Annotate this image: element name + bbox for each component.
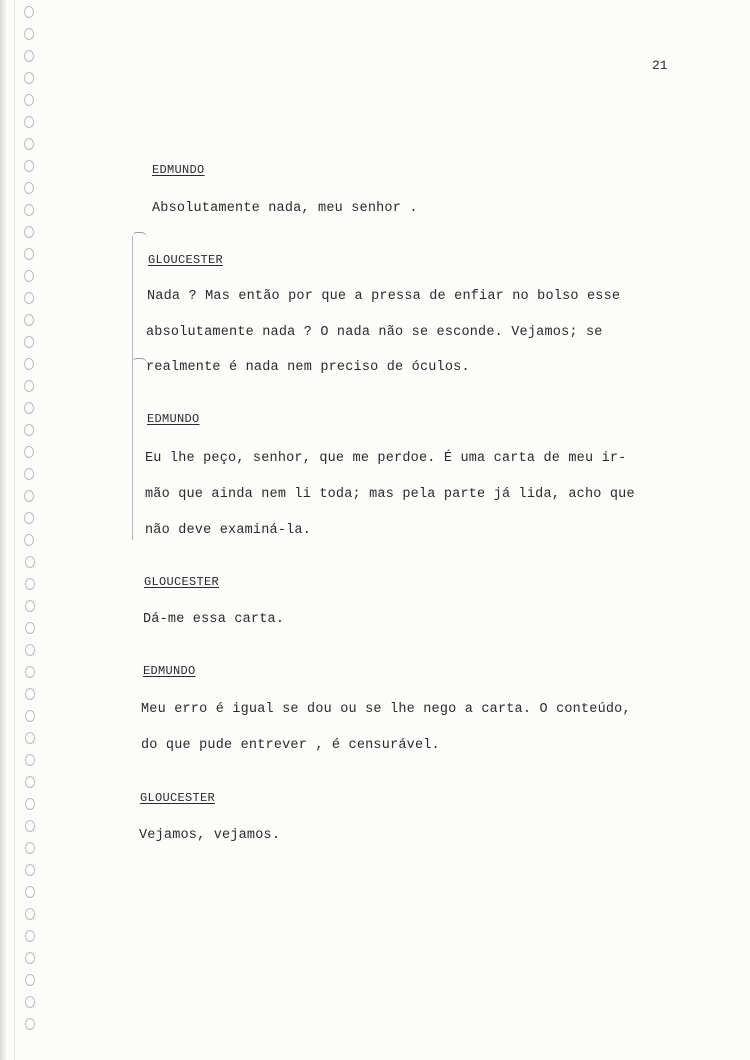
speaker-name: EDMUNDO xyxy=(147,412,200,426)
punch-hole xyxy=(24,446,34,458)
punch-hole xyxy=(24,270,34,282)
punch-hole xyxy=(24,292,34,304)
margin-bracket-gloucester xyxy=(132,236,133,372)
punch-hole xyxy=(25,1018,35,1030)
binding-line xyxy=(14,0,15,1060)
dialogue-line: Meu erro é igual se dou ou se lhe nego a carta. O conteúdo, xyxy=(141,702,631,717)
dialogue-line: Eu lhe peço, senhor, que me perdoe. É uma carta de meu ir- xyxy=(145,451,627,466)
punch-hole xyxy=(24,72,34,84)
punch-hole xyxy=(24,94,34,106)
punch-hole xyxy=(24,160,34,172)
dialogue-line: Absolutamente nada, meu senhor . xyxy=(152,201,418,216)
binding-edge xyxy=(0,0,6,1060)
punch-hole xyxy=(24,204,34,216)
punch-hole xyxy=(25,886,35,898)
margin-bracket-bottom-mark xyxy=(133,358,147,364)
punch-hole xyxy=(24,380,34,392)
punch-hole xyxy=(25,732,35,744)
page-number: 21 xyxy=(652,58,668,73)
punch-hole xyxy=(24,226,34,238)
punch-hole xyxy=(24,358,34,370)
dialogue-line: do que pude entrever , é censurável. xyxy=(141,738,440,753)
dialogue-line: absolutamente nada ? O nada não se esconde. Vejamos; se xyxy=(146,325,603,340)
punch-hole xyxy=(24,182,34,194)
margin-bracket-top-mark xyxy=(133,232,147,238)
punch-hole xyxy=(25,974,35,986)
dialogue-line: mão que ainda nem li toda; mas pela parte já lida, acho que xyxy=(145,487,635,502)
punch-hole xyxy=(24,402,34,414)
punch-hole xyxy=(24,138,34,150)
speaker-name: EDMUNDO xyxy=(152,163,205,177)
punch-hole xyxy=(24,6,34,18)
punch-hole xyxy=(25,820,35,832)
punch-hole xyxy=(24,116,34,128)
dialogue-line: Nada ? Mas então por que a pressa de enfiar no bolso esse xyxy=(147,289,621,304)
dialogue-line: não deve examiná-la. xyxy=(145,523,312,538)
speaker-name: GLOUCESTER xyxy=(148,253,224,267)
dialogue-line: Vejamos, vejamos. xyxy=(139,828,281,843)
punch-hole xyxy=(24,490,34,502)
punch-hole xyxy=(25,776,35,788)
punch-hole xyxy=(25,930,35,942)
punch-hole xyxy=(24,248,34,260)
punch-hole xyxy=(24,534,34,546)
dialogue-line: realmente é nada nem preciso de óculos. xyxy=(146,360,470,375)
margin-bracket-edmundo xyxy=(132,364,133,540)
punch-hole xyxy=(25,798,35,810)
punch-hole xyxy=(24,468,34,480)
speaker-name: EDMUNDO xyxy=(143,664,196,678)
punch-hole xyxy=(24,512,34,524)
speaker-name: GLOUCESTER xyxy=(144,575,220,589)
punch-hole xyxy=(25,996,35,1008)
punch-hole xyxy=(24,336,34,348)
punch-hole xyxy=(25,754,35,766)
punch-hole xyxy=(24,314,34,326)
dialogue-line: Dá-me essa carta. xyxy=(143,612,285,627)
punch-hole xyxy=(25,666,35,678)
punch-hole xyxy=(24,424,34,436)
punch-hole xyxy=(25,688,35,700)
punch-hole xyxy=(25,710,35,722)
punch-hole xyxy=(25,952,35,964)
punch-hole xyxy=(25,556,35,568)
speaker-name: GLOUCESTER xyxy=(140,791,216,805)
punch-hole xyxy=(25,908,35,920)
punch-hole xyxy=(25,644,35,656)
punch-hole xyxy=(25,600,35,612)
punch-hole xyxy=(24,28,34,40)
punch-hole xyxy=(25,622,35,634)
punch-hole xyxy=(25,842,35,854)
punch-hole xyxy=(25,578,35,590)
punch-hole xyxy=(24,50,34,62)
punch-hole xyxy=(25,864,35,876)
